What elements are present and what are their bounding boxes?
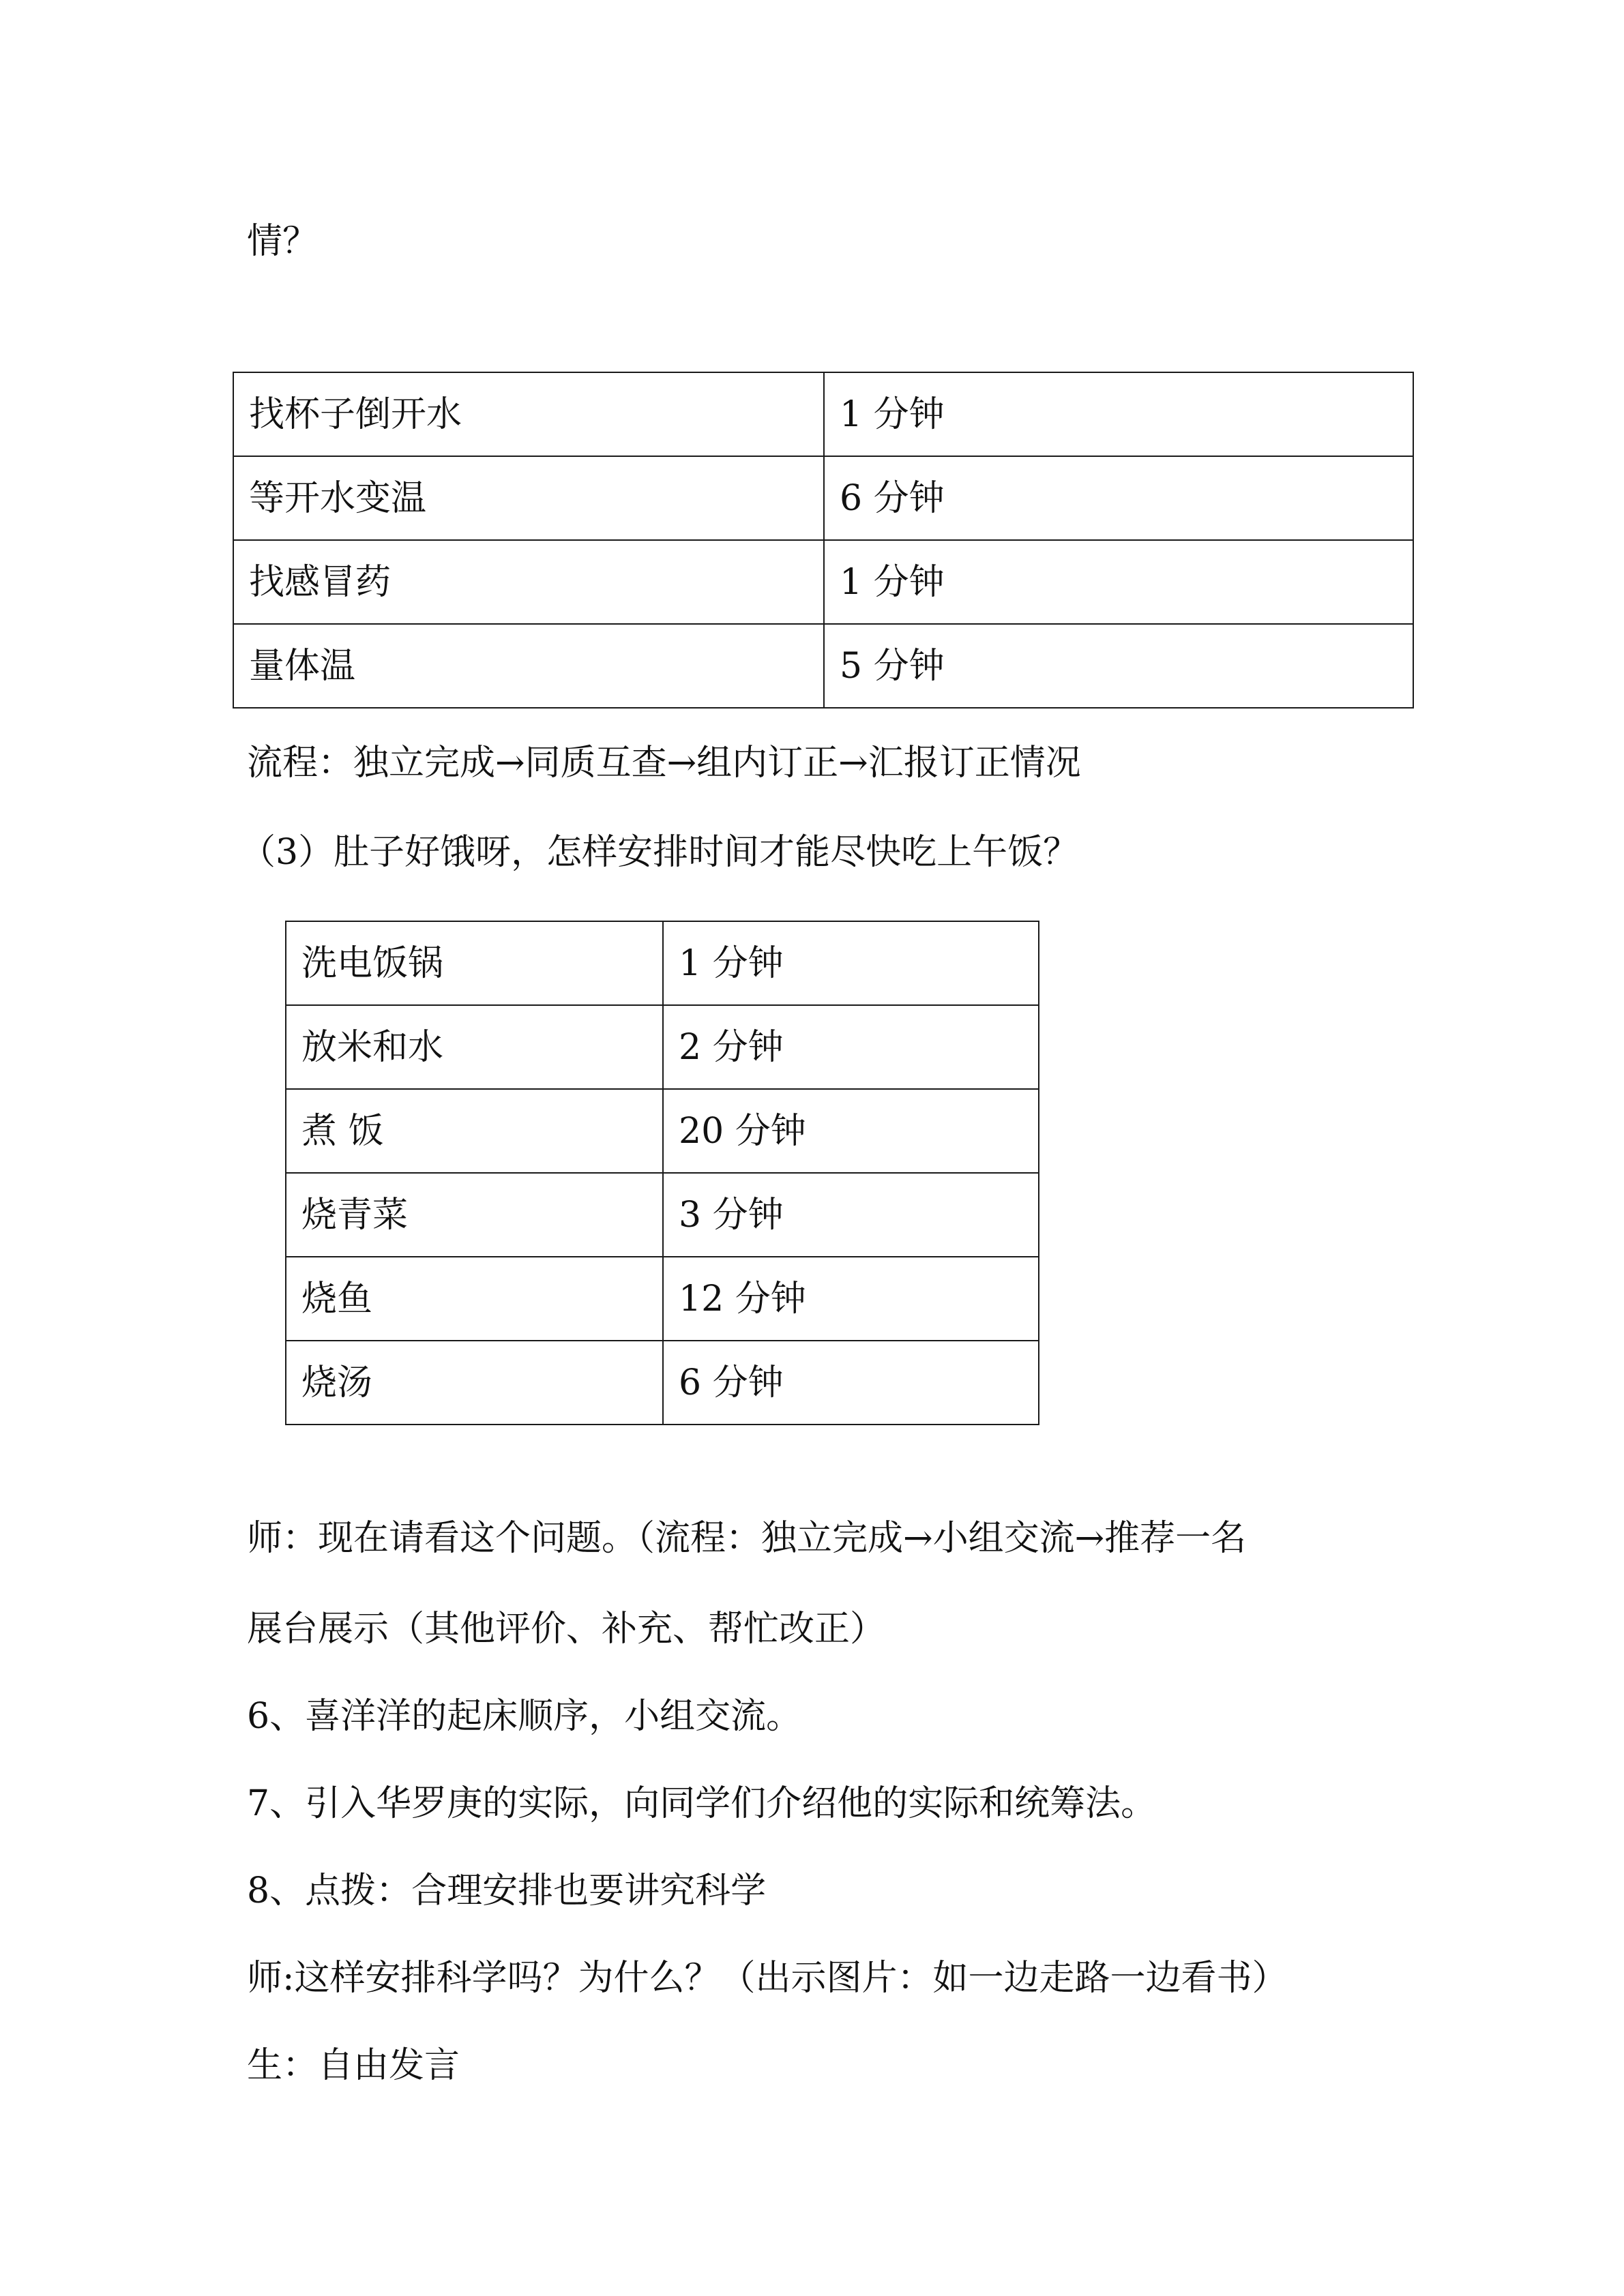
table-row	[286, 1173, 1039, 1257]
task-cell: 找感冒药	[233, 540, 824, 624]
time-cell: 6 分钟	[824, 456, 1413, 540]
time-cell: 1 分钟	[824, 372, 1413, 456]
time-table-lunch	[285, 921, 1039, 1425]
table-row	[233, 540, 1413, 624]
time-cell: 6 分钟	[663, 1341, 1039, 1425]
task-cell: 量体温	[233, 624, 824, 708]
task-cell: 烧汤	[286, 1341, 663, 1425]
paragraph-item-7: 7、引入华罗庚的实际，向同学们介绍他的实际和统筹法。	[247, 1783, 1157, 1824]
table-row	[286, 1089, 1039, 1173]
paragraph-item-8: 8、点拨：合理安排也要讲究科学	[247, 1870, 767, 1911]
time-cell: 20 分钟	[663, 1089, 1039, 1173]
task-cell: 找杯子倒开水	[233, 372, 824, 456]
task-cell: 洗电饭锅	[286, 921, 663, 1005]
table-row	[233, 456, 1413, 540]
question-3-text: （3）肚子好饿呀，怎样安排时间才能尽快吃上午饭？	[240, 832, 1079, 873]
task-cell: 烧青菜	[286, 1173, 663, 1257]
top-fragment-text: 情？	[247, 221, 319, 262]
paragraph-teacher-question: 师：现在请看这个问题。（流程：独立完成→小组交流→推荐一名	[247, 1518, 1247, 1559]
table-row	[286, 921, 1039, 1005]
paragraph-showcase: 展台展示（其他评价、补充、帮忙改正）	[247, 1609, 886, 1650]
task-cell: 等开水变温	[233, 456, 824, 540]
table-row	[286, 1257, 1039, 1341]
table-row	[233, 624, 1413, 708]
time-cell: 2 分钟	[663, 1005, 1039, 1089]
task-cell: 放米和水	[286, 1005, 663, 1089]
paragraph-teacher-prompt: 师:这样安排科学吗？为什么？（出示图片：如一边走路一边看书）	[247, 1958, 1288, 1999]
time-cell: 1 分钟	[663, 921, 1039, 1005]
task-cell: 烧鱼	[286, 1257, 663, 1341]
paragraph-item-6: 6、喜洋洋的起床顺序，小组交流。	[247, 1696, 802, 1737]
flow-text: 流程：独立完成→同质互查→组内订正→汇报订正情况	[247, 743, 1081, 784]
paragraph-student-reply: 生：自由发言	[247, 2045, 460, 2086]
time-table-cold-medicine	[233, 372, 1414, 709]
table-row	[286, 1341, 1039, 1425]
table-row	[233, 372, 1413, 456]
table-row	[286, 1005, 1039, 1089]
task-cell: 煮 饭	[286, 1089, 663, 1173]
time-cell: 12 分钟	[663, 1257, 1039, 1341]
time-cell: 1 分钟	[824, 540, 1413, 624]
time-cell: 3 分钟	[663, 1173, 1039, 1257]
time-cell: 5 分钟	[824, 624, 1413, 708]
